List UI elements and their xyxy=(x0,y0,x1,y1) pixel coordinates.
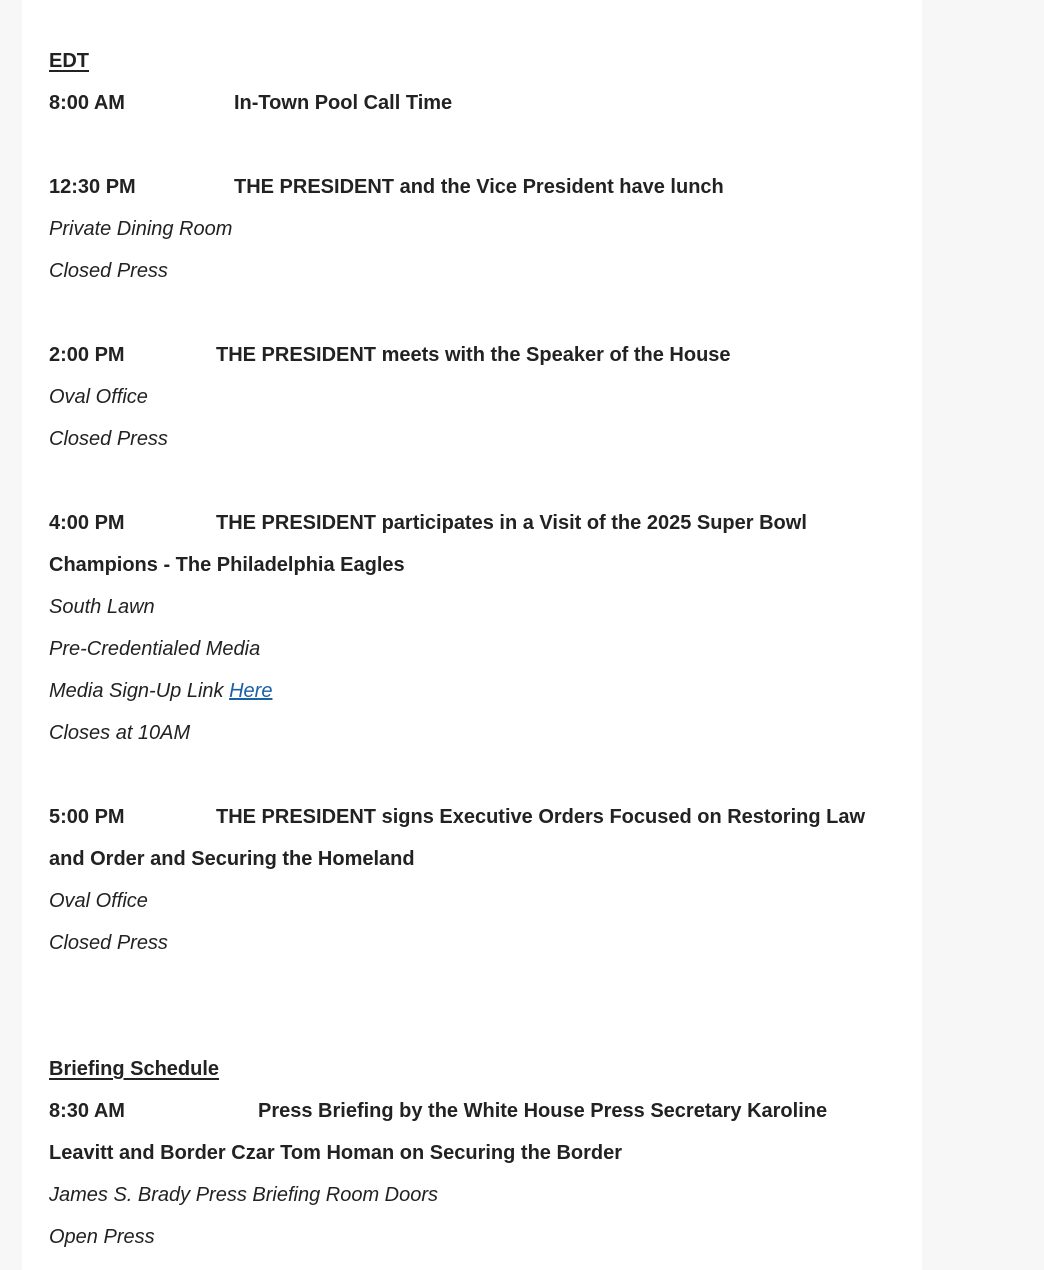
event-1230pm xyxy=(49,166,909,208)
event-8am xyxy=(49,82,909,124)
event-title-continued: Champions - The Philadelphia Eagles xyxy=(49,554,405,576)
event-location: Oval Office xyxy=(49,386,148,408)
event-title: THE PRESIDENT participates in a Visit of the 2025 Super Bowl xyxy=(216,512,807,534)
event-press-status: Closed Press xyxy=(49,260,168,282)
event-location: Private Dining Room xyxy=(49,218,233,240)
event-press-status: Pre-Credentialed Media xyxy=(49,638,261,660)
event-title: THE PRESIDENT meets with the Speaker of the House xyxy=(216,344,731,366)
briefing-time: 8:30 AM xyxy=(49,1100,125,1122)
briefing-heading: Briefing Schedule xyxy=(49,1058,220,1080)
event-time: 4:00 PM xyxy=(49,512,125,534)
event-location: Oval Office xyxy=(49,890,148,912)
briefing-title-continued: Leavitt and Border Czar Tom Homan on Securing the Border xyxy=(49,1142,623,1164)
briefing-title: Press Briefing by the White House Press Secretary Karoline xyxy=(258,1100,828,1122)
event-time: 8:00 AM xyxy=(49,92,125,114)
event-title-continued: and Order and Securing the Homeland xyxy=(49,848,415,870)
event-time: 5:00 PM xyxy=(49,806,125,828)
event-title: THE PRESIDENT signs Executive Orders Focused on Restoring Law xyxy=(216,806,866,828)
event-time: 2:00 PM xyxy=(49,344,125,366)
event-time: 12:30 PM xyxy=(49,176,136,198)
schedule-heading: EDT xyxy=(49,50,89,72)
briefing-press-status: Open Press xyxy=(49,1226,155,1248)
event-title: In-Town Pool Call Time xyxy=(234,92,453,114)
event-title: THE PRESIDENT and the Vice President have lunch xyxy=(234,176,724,198)
event-press-status: Closed Press xyxy=(49,428,168,450)
signup-closes: Closes at 10AM xyxy=(49,722,191,744)
briefing-location: James S. Brady Press Briefing Room Doors xyxy=(49,1184,439,1206)
media-signup-line xyxy=(49,670,909,712)
media-signup-link[interactable]: Here xyxy=(229,680,273,702)
briefing-830am xyxy=(49,1090,909,1132)
media-signup-label: Media Sign-Up Link xyxy=(49,680,230,702)
event-2pm xyxy=(49,334,909,376)
event-location: South Lawn xyxy=(49,596,155,618)
schedule-content xyxy=(49,40,909,1258)
event-press-status: Closed Press xyxy=(49,932,168,954)
document-page xyxy=(22,0,922,1270)
event-5pm xyxy=(49,796,909,838)
event-4pm xyxy=(49,502,909,544)
